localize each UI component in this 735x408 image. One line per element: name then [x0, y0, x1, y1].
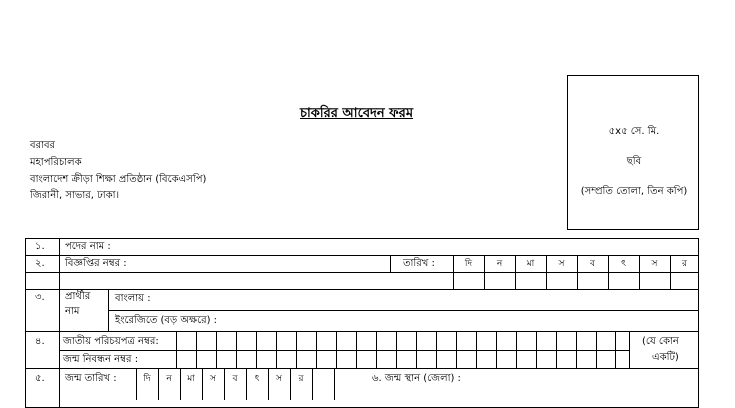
address-line: বাংলাদেশ ক্রীড়া শিক্ষা প্রতিষ্ঠান (বিকেএসপি)	[30, 174, 207, 185]
date-letter: ব	[589, 259, 595, 269]
cell-divider	[312, 368, 313, 400]
digit-divider	[416, 331, 417, 368]
digit-divider	[316, 331, 317, 368]
applicant-label: নাম	[65, 306, 80, 317]
photo-size: ৫x৫ সে. মি.	[608, 126, 660, 137]
nid-label: জাতীয় পরিচয়পত্র নম্বর:	[63, 336, 159, 347]
row-number: ৪.	[35, 336, 45, 347]
birthplace-label: ৬. জন্ম স্থান (জেলা) :	[372, 373, 461, 384]
digit-divider	[456, 331, 457, 368]
date-letter: দি	[464, 259, 473, 269]
digit-divider	[536, 331, 537, 368]
row-number: ৫.	[35, 373, 45, 384]
date-letter: মা	[526, 259, 535, 269]
form-title: চাকরির আবেদন ফরম	[300, 106, 414, 121]
digit-divider	[615, 331, 616, 368]
date-label: তারিখ :	[403, 258, 435, 269]
num-column-divider	[59, 238, 60, 408]
row-divider	[25, 289, 699, 290]
row-divider	[25, 331, 699, 332]
photo-note: (সম্প্রতি তোলা, তিন কপি)	[580, 186, 688, 197]
dob-letter: মা	[187, 374, 195, 384]
digit-divider	[216, 331, 217, 368]
digit-divider	[516, 331, 517, 368]
dob-letter: ন	[166, 374, 172, 384]
photo-label: ছবি	[626, 156, 642, 167]
row-divider	[59, 350, 629, 351]
digit-divider	[176, 331, 177, 368]
date-letter: স	[558, 259, 565, 269]
dob-letter: ৎ	[254, 374, 260, 384]
cell-divider	[390, 255, 391, 272]
name-bangla-label: বাংলায় :	[115, 293, 151, 304]
digit-divider	[296, 331, 297, 368]
digit-divider	[629, 331, 630, 368]
row-number: ২.	[35, 258, 45, 269]
address-line: জিরানী, সাভার, ঢাকা।	[30, 190, 120, 201]
photo-box	[567, 75, 699, 230]
date-letter: ৎ	[621, 259, 626, 269]
either-note: একটি)	[652, 352, 679, 363]
row-divider	[25, 255, 699, 256]
cell-divider	[108, 289, 109, 331]
row-number: ৩.	[35, 292, 45, 303]
address-line: বরাবর	[30, 140, 56, 151]
digit-divider	[476, 331, 477, 368]
digit-divider	[556, 331, 557, 368]
dob-letter: ব	[232, 374, 238, 384]
digit-divider	[396, 331, 397, 368]
date-letter: স	[651, 259, 658, 269]
digit-divider	[276, 331, 277, 368]
circular-number-label: বিজ্ঞপ্তির নম্বর :	[65, 258, 127, 269]
row-divider	[25, 368, 699, 369]
row-divider	[108, 310, 699, 311]
digit-divider	[356, 331, 357, 368]
dob-label: জন্ম তারিখ :	[65, 373, 117, 384]
digit-divider	[236, 331, 237, 368]
address-line: মহাপরিচালক	[30, 157, 82, 168]
either-note: (যে কোন	[642, 336, 679, 347]
dob-letter: স	[210, 374, 216, 384]
row-number: ১.	[35, 241, 45, 252]
dob-letter: দি	[143, 374, 151, 384]
dob-letter: র	[298, 374, 304, 384]
digit-divider	[576, 331, 577, 368]
cell-divider	[334, 368, 335, 400]
dob-letter: স	[276, 374, 282, 384]
digit-divider	[256, 331, 257, 368]
digit-divider	[436, 331, 437, 368]
digit-divider	[196, 331, 197, 368]
name-english-label: ইংরেজিতে (বড় অক্ষরে) :	[115, 315, 218, 326]
digit-divider	[596, 331, 597, 368]
date-letter: র	[682, 259, 687, 269]
digit-divider	[376, 331, 377, 368]
digit-divider	[496, 331, 497, 368]
post-name-label: পদের নাম :	[65, 241, 111, 252]
date-letter: ন	[496, 259, 503, 269]
digit-divider	[336, 331, 337, 368]
applicant-label: প্রার্থীর	[65, 291, 91, 302]
row-divider	[25, 272, 699, 273]
birth-reg-label: জন্ম নিবন্ধন নম্বর :	[63, 354, 139, 365]
